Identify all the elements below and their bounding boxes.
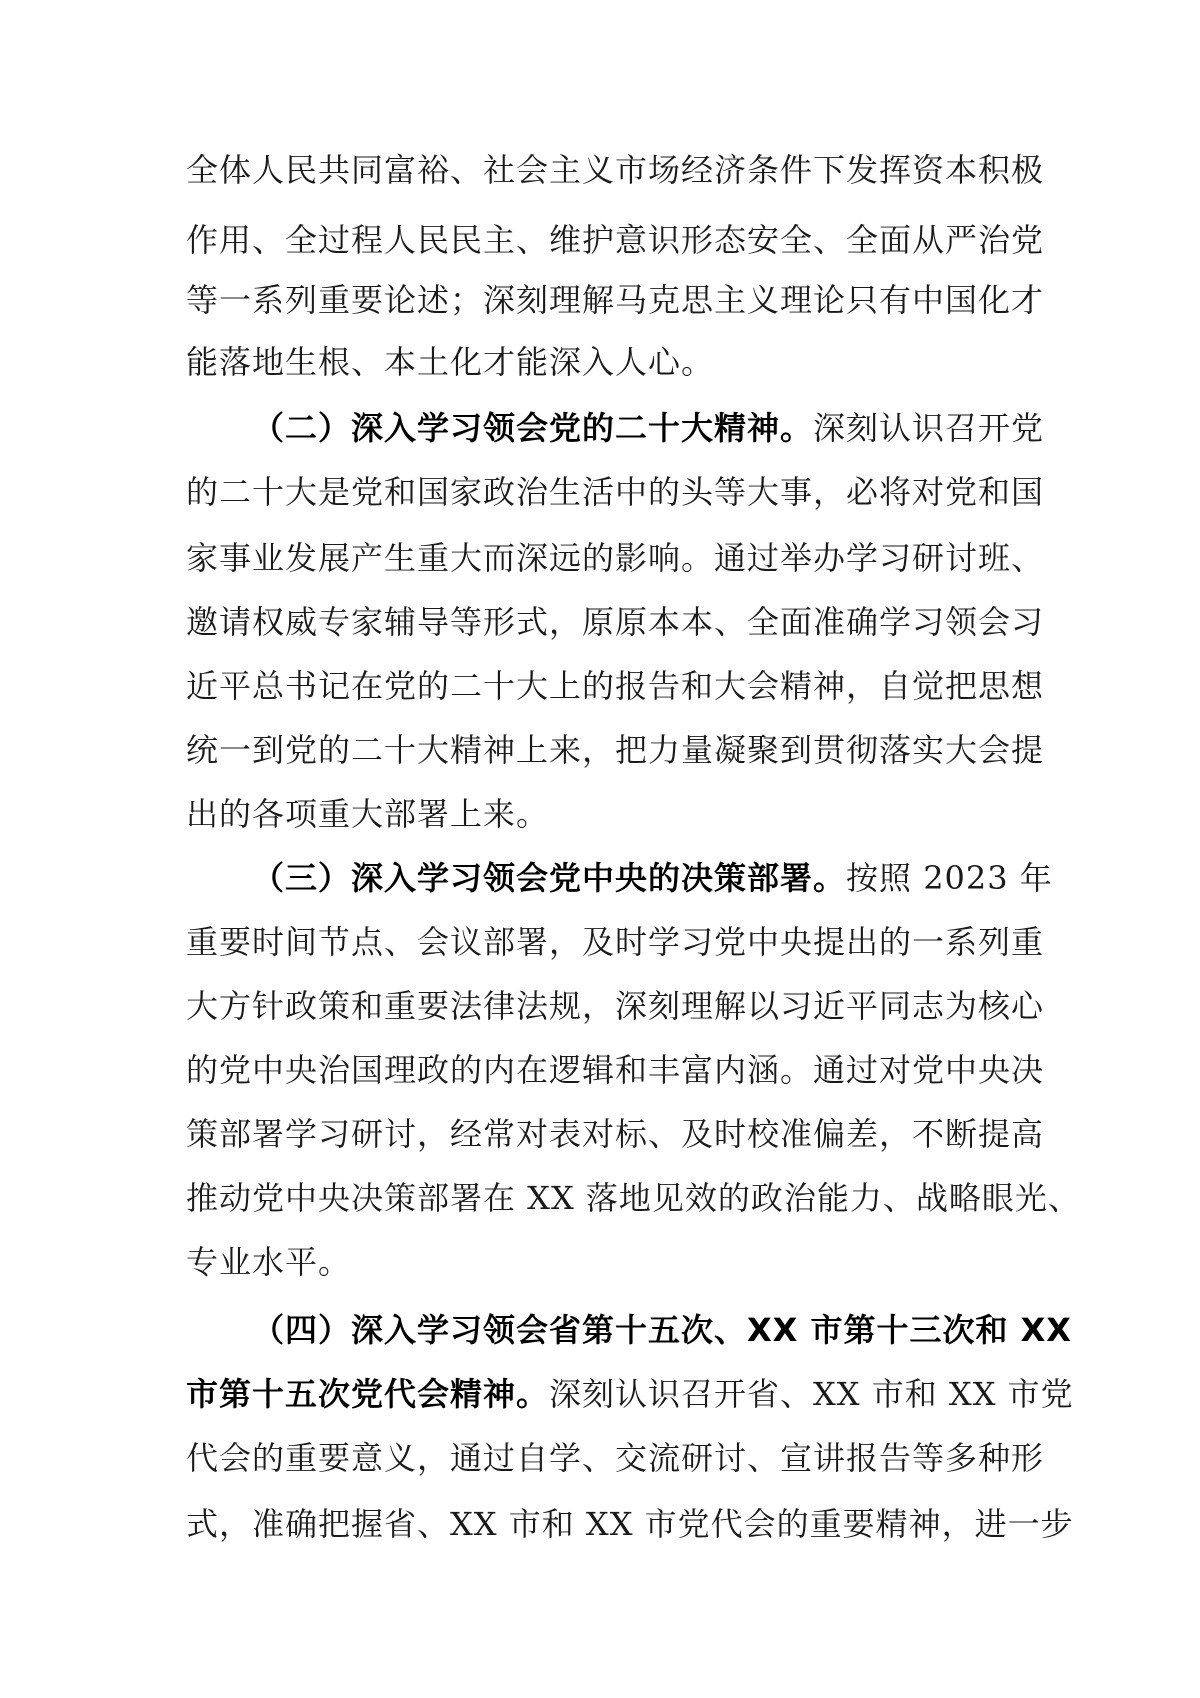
paragraph-line: 的二十大是党和国家政治生活中的头等大事，必将对党和国	[186, 473, 1045, 511]
section-heading-continued: 市第十五次党代会精神。	[186, 1375, 550, 1413]
paragraph-line: 的党中央治国理政的内在逻辑和丰富内涵。通过对党中央决	[186, 1051, 1045, 1089]
paragraph-line: 式，准确把握省、XX 市和 XX 市党代会的重要精神，进一步	[186, 1505, 1074, 1543]
paragraph-line: 策部署学习研讨，经常对表对标、及时校准偏差，不断提高	[186, 1115, 1045, 1153]
paragraph-line: 大方针政策和重要法律法规，深刻理解以习近平同志为核心	[186, 987, 1045, 1025]
paragraph-line: 出的各项重大部署上来。	[186, 795, 550, 833]
section-heading-line: （二）深入学习领会党的二十大精神。深刻认识召开党	[252, 409, 1045, 447]
paragraph-line: 能落地生根、本土化才能深入人心。	[186, 343, 715, 381]
paragraph-line: 等一系列重要论述；深刻理解马克思主义理论只有中国化才	[186, 281, 1045, 319]
paragraph-line: 邀请权威专家辅导等形式，原原本本、全面准确学习领会习	[186, 603, 1045, 641]
paragraph-line: 近平总书记在党的二十大上的报告和大会精神，自觉把思想	[186, 667, 1045, 705]
paragraph-line: 推动党中央决策部署在 XX 落地见效的政治能力、战略眼光、	[186, 1179, 1081, 1217]
section-heading: （二）深入学习领会党的二十大精神。	[252, 409, 814, 447]
paragraph-line: 家事业发展产生重大而深远的影响。通过举办学习研讨班、	[186, 539, 1045, 577]
section-heading-line	[252, 1300, 1072, 1360]
section-heading: （四）深入学习领会省第十五次、XX 市第十三次和 XX	[252, 1311, 1072, 1349]
paragraph-line: 统一到党的二十大精神上来，把力量凝聚到贯彻落实大会提	[186, 731, 1045, 769]
paragraph-line: 全体人民共同富裕、社会主义市场经济条件下发挥资本积极	[186, 151, 1045, 189]
section-heading: （三）深入学习领会党中央的决策部署。	[252, 859, 847, 897]
section-heading-line: （三）深入学习领会党中央的决策部署。按照 2023 年	[252, 859, 1053, 897]
paragraph-line: 重要时间节点、会议部署，及时学习党中央提出的一系列重	[186, 923, 1045, 961]
paragraph-line: 代会的重要意义，通过自学、交流研讨、宣讲报告等多种形	[186, 1439, 1045, 1477]
paragraph-line: 作用、全过程人民民主、维护意识形态安全、全面从严治党	[186, 221, 1045, 259]
section-heading-line: 市第十五次党代会精神。深刻认识召开省、XX 市和 XX 市党	[186, 1375, 1074, 1413]
paragraph-line: 专业水平。	[186, 1243, 352, 1281]
